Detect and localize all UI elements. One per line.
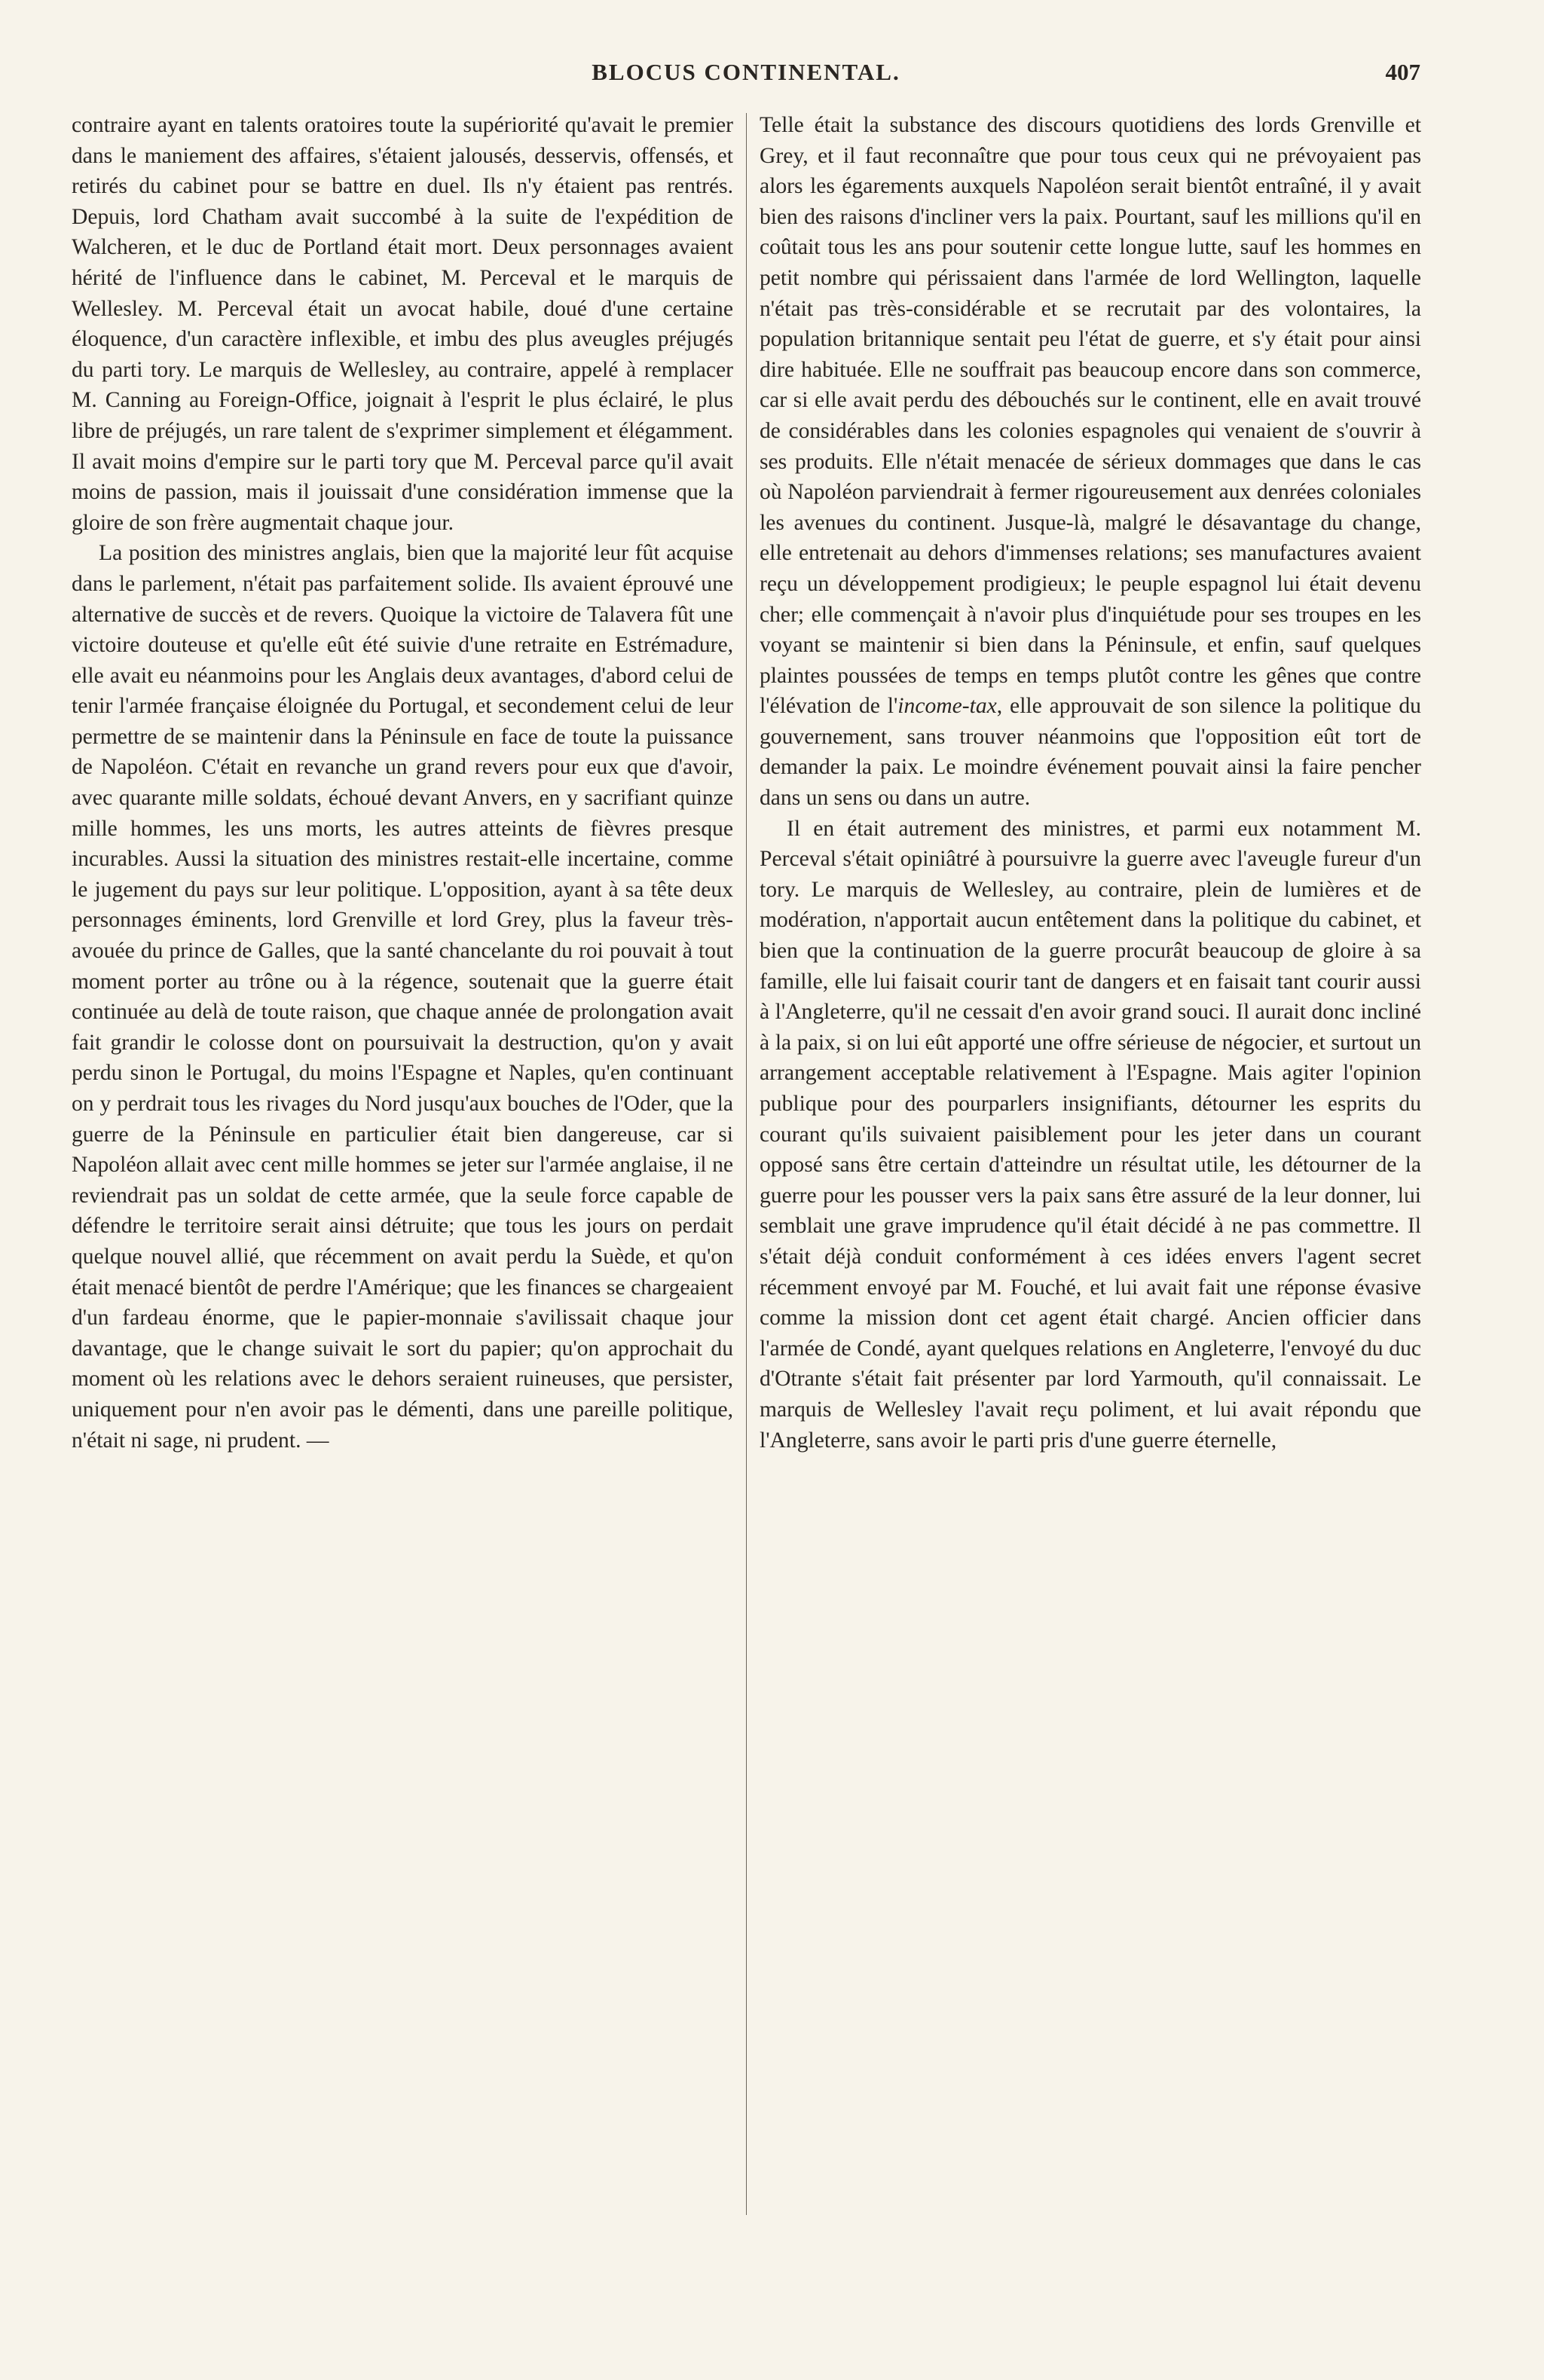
column-divider xyxy=(746,113,747,2215)
page-number: 407 xyxy=(1385,59,1420,85)
running-title: BLOCUS CONTINENTAL. xyxy=(592,59,900,85)
paragraph: La position des ministres anglais, bien que la majorité leur fût acquise dans le parlement, n'était pas parfaitement solide. Ils avaient éprouvé une alternative de succès et de revers. Quoique la victoire de Talavera fût une victoire douteuse et qu'elle eût été suivie d'une retraite en Estrémadure, elle avait eu néanmoins pour les Anglais deux avantages, d'abord celui de tenir l'armée française éloignée du Portugal, et secondement celui de leur permettre de se maintenir dans la Péninsule en face de toute la puissance de Napoléon. C'était en revanche un grand revers pour eux que d'avoir, avec quarante mille soldats, échoué devant Anvers, en y sacrifiant quinze mille hommes, les uns morts, les autres atteints de fièvres presque incurables. Aussi la situation des ministres restait-elle incertaine, comme le jugement du pays sur leur politique. L'opposition, ayant à sa tête deux personnages éminents, lord Grenville et lord Grey, plus la faveur très-avouée du prince de Galles, que la santé chancelante du roi pouvait à tout moment porter au trône ou à la régence, soutenait que la guerre était continuée au delà de toute raison, que chaque année de prolongation avait fait grandir le colosse dont on poursuivait la destruction, qu'on y avait perdu sinon le Portugal, du moins l'Espagne et Naples, qu'en continuant on y perdrait tous les rivages du Nord jusqu'aux bouches de l'Oder, que la guerre de la Péninsule en particulier était bien dangereuse, car si Napoléon allait avec cent mille hommes se jeter sur l'armée anglaise, il ne reviendrait pas un soldat de cette armée, que la seule force capable de défendre le territoire serait ainsi détruite; que tous les jours on perdait quelque nouvel allié, que récemment on avait perdu la Suède, et qu'on était menacé bientôt de perdre l'Amérique; que les finances se chargeaient d'un fardeau énorme, que le papier-monnaie s'avilissait chaque jour davantage, que le change suivait le sort du papier; qu'on approchait du moment où les relations avec le dehors seraient ruineuses, que persister, uniquement pour n'en avoir pas le démenti, dans une pareille politique, n'était ni sage, ni prudent. — xyxy=(72,541,733,1453)
running-head xyxy=(72,59,1420,89)
left-column xyxy=(72,110,733,1456)
paragraph: Il en était autrement des ministres, et parmi eux notamment M. Perceval s'était opiniâtré à poursuivre la guerre avec l'aveugle fureur d'un tory. Le marquis de Wellesley, au contraire, plein de lumières et de modération, n'apportait aucun entêtement dans la politique du cabinet, et bien que la continuation de la guerre procurât beaucoup de gloire à sa famille, elle lui faisait courir tant de dangers et en faisait tant courir aussi à l'Angleterre, qu'il ne cessait d'en avoir grand souci. Il aurait donc incliné à la paix, si on lui eût apporté une offre sérieuse de négocier, et surtout un arrangement acceptable relativement à l'Espagne. Mais agiter l'opinion publique pour des pourparlers insignifiants, détourner les esprits du courant qu'ils suivaient paisiblement pour les jeter dans un courant opposé sans être certain d'atteindre un résultat utile, les détourner de la guerre pour les pousser vers la paix sans être assuré de la leur donner, lui semblait une grave imprudence qu'il était décidé à ne pas commettre. Il s'était déjà conduit conformément à ces idées envers l'agent secret récemment envoyé par M. Fouché, et lui avait fait une réponse évasive comme la mission dont cet agent était chargé. Ancien officier dans l'armée de Condé, ayant quelques relations en Angleterre, l'envoyé du duc d'Otrante s'était fait présenter par lord Yarmouth, qu'il connaissait. Le marquis de Wellesley l'avait reçu poliment, et lui avait répondu que l'Angleterre, sans avoir le parti pris d'une guerre éternelle, xyxy=(760,816,1421,1453)
paragraph: contraire ayant en talents oratoires toute la supériorité qu'avait le premier dans le maniement des affaires, s'étaient jalousés, desservis, offensés, et retirés du cabinet pour se battre en duel. Ils n'y étaient pas rentrés. Depuis, lord Chatham avait succombé à la suite de l'expédition de Walcheren, et le duc de Portland était mort. Deux personnages avaient hérité de l'influence dans le cabinet, M. Perceval et le marquis de Wellesley. M. Perceval était un avocat habile, doué d'une certaine éloquence, d'un caractère inflexible, et imbu des plus aveugles préjugés du parti tory. Le marquis de Wellesley, au contraire, appelé à remplacer M. Canning au Foreign-Office, joignait à l'esprit le plus éclairé, le plus libre de préjugés, un rare talent de s'exprimer simplement et élégamment. Il avait moins d'empire sur le parti tory que M. Perceval parce qu'il avait moins de passion, mais il jouissait d'une considération immense que la gloire de son frère augmentait chaque jour. xyxy=(72,113,733,535)
paragraph-text: Telle était la substance des discours quotidiens des lords Grenville et Grey, et il faut reconnaître que pour tous ceux qui ne prévoyaient pas alors les égarements auxquels Napoléon serait bientôt entraîné, il y avait bien des raisons d'incliner vers la paix. Pourtant, sauf les millions qu'il en coûtait tous les ans pour soutenir cette longue lutte, sauf les hommes en petit nombre qui périssaient dans l'armée de lord Wellington, laquelle n'était pas très-considérable et se recrutait par des volontaires, la population britannique sentait peu l'état de guerre, et s'y était pour ainsi dire habituée. Elle ne souffrait pas beaucoup encore dans son commerce, car si elle avait perdu des débouchés sur le continent, elle en avait trouvé de considérables dans les colonies espagnoles qui venaient de s'ouvrir à ses produits. Elle n'était menacée de sérieux dommages que dans le cas où Napoléon parviendrait à fermer rigoureusement aux denrées coloniales les avenues du continent. Jusque-là, malgré le désavantage du change, elle entretenait au dehors d'immenses relations; ses manufactures avaient reçu un développement prodigieux; le peuple espagnol lui était devenu cher; elle commençait à n'avoir plus d'inquiétude pour ses troupes en les voyant se maintenir si bien dans la Péninsule, et enfin, sauf quelques plaintes poussées de temps en temps plutôt contre les gênes que contre l'élévation de l' xyxy=(760,113,1421,719)
right-column xyxy=(760,110,1421,1456)
paragraph xyxy=(760,110,1421,814)
paragraph-text: , elle approuvait de son silence la politique du gouvernement, sans trouver néanmoins que l'opposition eût tort de demander la paix. Le moindre événement pouvait ainsi la faire pencher dans un sens ou dans un autre. xyxy=(760,694,1421,811)
italic-term: income-tax xyxy=(897,694,997,719)
